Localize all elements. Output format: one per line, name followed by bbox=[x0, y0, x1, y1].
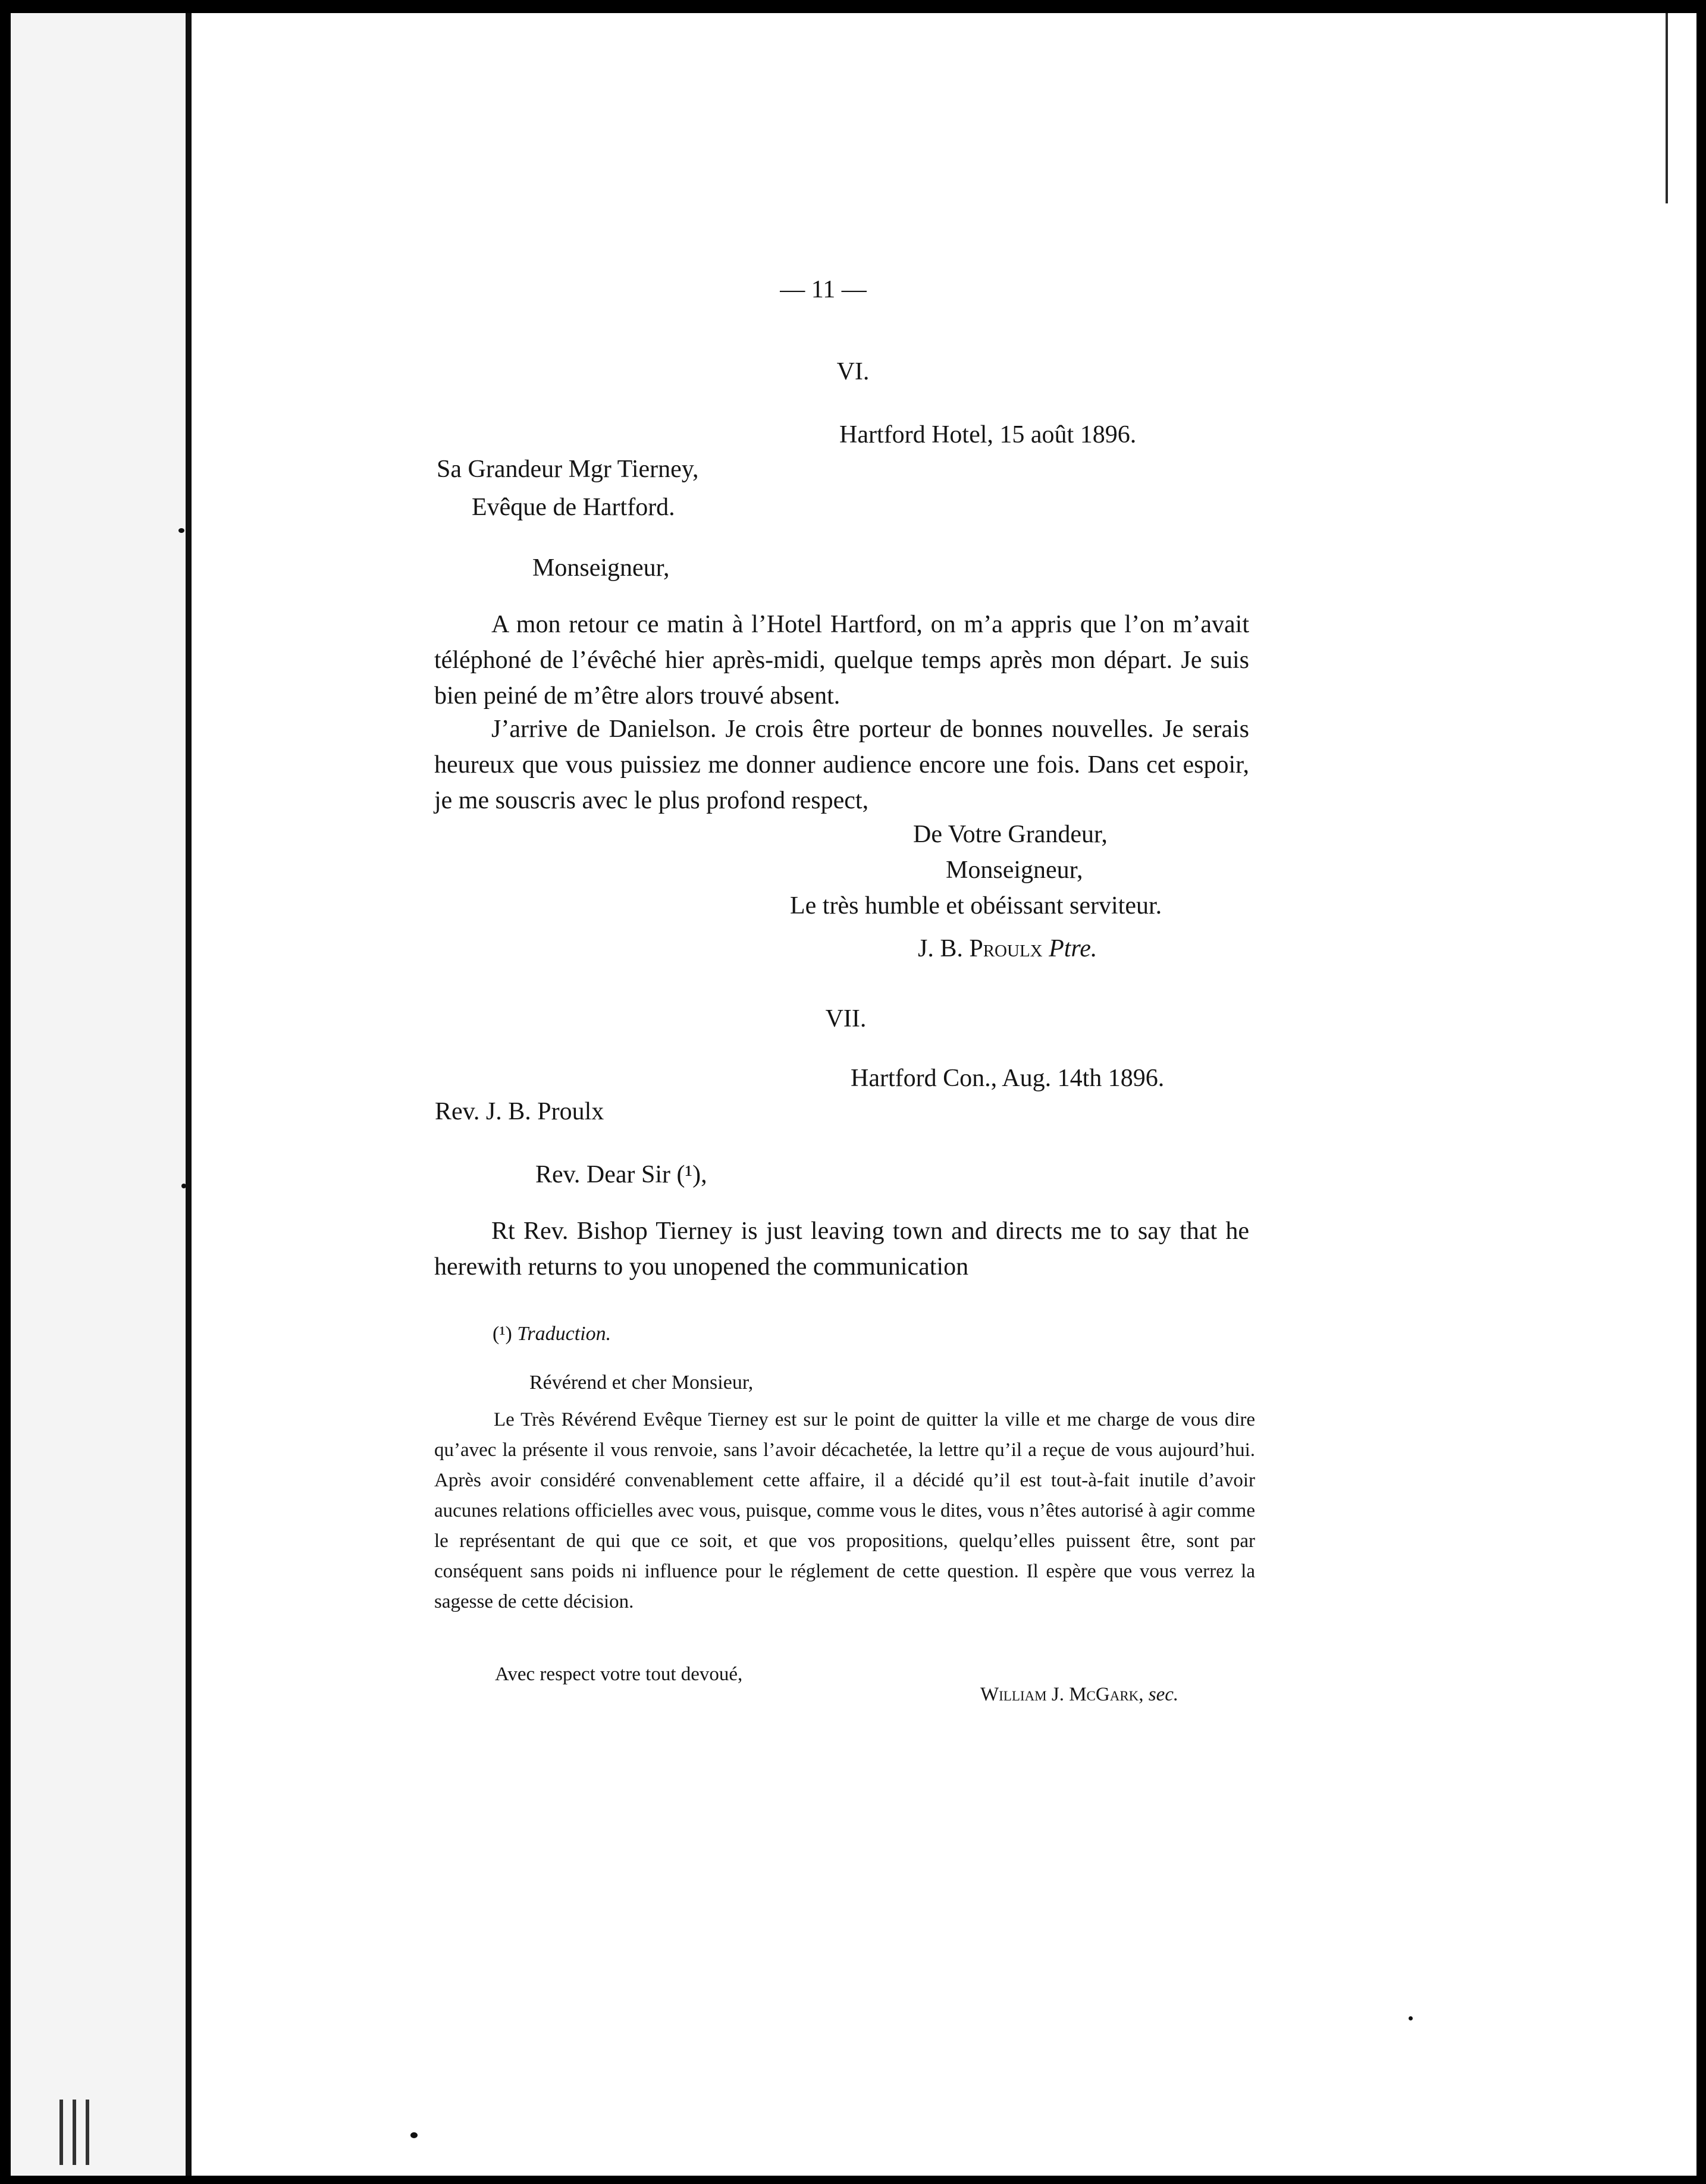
page-gutter-line bbox=[186, 13, 192, 2176]
letter-vi-addressee-line1: Sa Grandeur Mgr Tierney, bbox=[437, 456, 699, 483]
scan-speck bbox=[1409, 2016, 1413, 2020]
scan-speck bbox=[410, 2132, 418, 2138]
letter-vi-paragraph-1: A mon retour ce matin à l’Hotel Hartford, on m’a appris que l’on m’avait téléphoné de l’évêché hier après-midi, quelque temps après mon départ. Je suis bien peiné de m’être alors trouvé absent. bbox=[434, 611, 1249, 710]
letter-vi-signature-title: Ptre. bbox=[1049, 935, 1097, 962]
letter-vii-paragraph-1: Rt Rev. Bishop Tierney is just leaving town and directs me to say that he herewith returns to you unopened the communication bbox=[434, 1217, 1249, 1281]
letter-vi-paragraph-2: J’arrive de Danielson. Je crois être porteur de bonnes nouvelles. Je serais heureux que vous puissiez me donner audience encore une fois. Dans cet espoir, je me souscris avec le plus profond respect, bbox=[434, 716, 1249, 814]
footnote-closing: Avec respect votre tout devoué, bbox=[495, 1664, 743, 1685]
letter-vii-dateline: Hartford Con., Aug. 14th 1896. bbox=[851, 1065, 1165, 1092]
letter-vi-closing-1: De Votre Grandeur, bbox=[913, 821, 1108, 848]
scan-border-top bbox=[0, 0, 1706, 13]
letter-vi-salutation: Monseigneur, bbox=[532, 554, 670, 582]
letter-vi-dateline: Hartford Hotel, 15 août 1896. bbox=[839, 421, 1137, 448]
footnote-body: Le Très Révérend Evêque Tierney est sur le point de quitter la ville et me charge de vous dire qu’avec la présente il vous renvoie, sans l’avoir décachetée, la lettre qu’il a reçue de vous aujourd’hui. Après avoir considéré convenablement cette affaire, il a décidé qu’il est tout-à-fait inutile d’avoir aucunes relations officielles avec vous, puisque, comme vous le dites, vous n’êtes autorisé à agir comme le représentant de qui que ce soit, et que vos propositions, quelqu’elles puissent être, sont par conséquent sans poids ni influence pour le réglement de cette question. Il espère que vous verrez la sagesse de cette décision. bbox=[434, 1409, 1255, 1612]
footnote-signature bbox=[980, 1680, 1178, 1709]
letter-vii-salutation: Rev. Dear Sir (¹), bbox=[535, 1161, 707, 1188]
scan-speck bbox=[178, 528, 184, 533]
letter-vi-closing-2: Monseigneur, bbox=[946, 856, 1083, 884]
footnote-label: Traduction. bbox=[517, 1323, 611, 1345]
binding-marks bbox=[59, 2100, 95, 2171]
footnote-marker: (¹) bbox=[493, 1323, 512, 1345]
scan-border-right bbox=[1696, 0, 1706, 2184]
footnote-signature-title: sec. bbox=[1148, 1684, 1179, 1705]
page-edge-shadow bbox=[1666, 13, 1668, 203]
letter-vi-numeral: VI. bbox=[836, 358, 870, 385]
scan-border-bottom bbox=[0, 2176, 1706, 2184]
footnote-heading bbox=[493, 1319, 611, 1349]
footnote-salutation: Révérend et cher Monsieur, bbox=[529, 1372, 754, 1394]
letter-vii-numeral: VII. bbox=[825, 1005, 867, 1033]
scan-speck bbox=[181, 1184, 186, 1188]
letter-vi-signature-name: J. B. Proulx bbox=[918, 935, 1043, 962]
letter-vi-closing-3: Le très humble et obéissant serviteur. bbox=[790, 892, 1162, 920]
scan-border-left bbox=[0, 0, 11, 2184]
footnote-signature-name: William J. McGark, bbox=[980, 1684, 1144, 1705]
letter-vi-addressee-line2: Evêque de Hartford. bbox=[472, 494, 675, 521]
letter-vi-signature bbox=[918, 934, 1097, 964]
left-page-margin bbox=[11, 13, 186, 2176]
page-number: — 11 — bbox=[780, 276, 867, 303]
letter-vii-addressee: Rev. J. B. Proulx bbox=[435, 1098, 604, 1125]
